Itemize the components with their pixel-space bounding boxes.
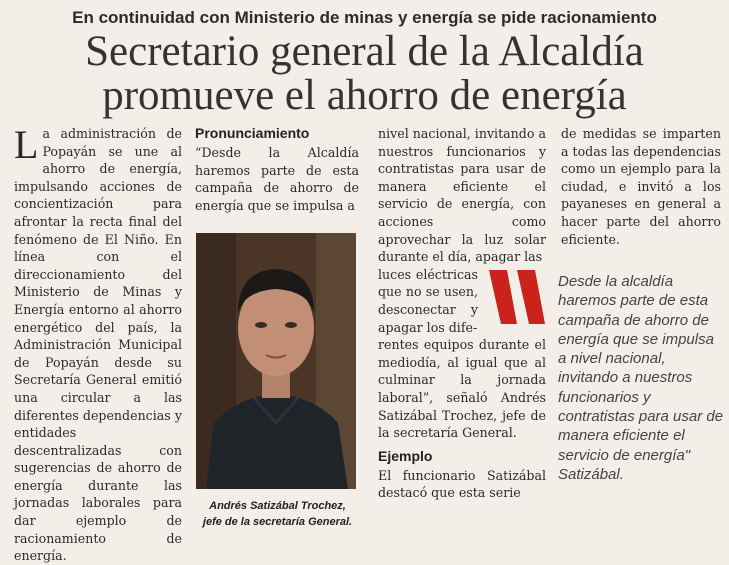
subhead-pronunciamiento: Pronunciamiento [195, 125, 310, 141]
column-3-text-narrow: luces eléctricas que no se usen, desconectar y apagar los dife- [378, 266, 478, 335]
pull-quote: Desde la alcaldía haremos parte de esta campaña de ahorro de energía que se impulsa a nivel nacional, invitando a nuestros funcionarios y contratistas para usar de manera eficiente el servicio de energía" Satizábal. [558, 273, 724, 483]
headline-line-1: Secretario general de la Alcaldía [85, 28, 644, 75]
column-2 [195, 125, 359, 214]
photo-caption [190, 498, 365, 530]
dropcap: L [14, 122, 39, 167]
column-1 [14, 122, 182, 565]
headline-line-2: promueve el ahorro de energía [102, 72, 627, 119]
headline [0, 30, 729, 118]
column-2-text: “Desde la Alcaldía haremos parte de esta campaña de ahorro de energía que se impulsa a [195, 145, 359, 213]
quote-mark-icon [487, 268, 549, 326]
portrait-illustration [196, 233, 356, 489]
photo-caption-line-2: jefe de la secretaría General. [202, 516, 353, 528]
column-3-text-bottom: rentes equipos durante el mediodía, al igual que al culminar la jornada laboral”, señaló Andrés Satizábal Trochez, jefe de la secretaría General. [378, 337, 546, 441]
photo-caption-line-1: Andrés Satizábal Trochez, [209, 500, 346, 512]
column-4 [561, 125, 721, 248]
kicker: En continuidad con Ministerio de minas y energía se pide racionamiento [72, 8, 657, 27]
column-3-text-example: El funcionario Satizábal destacó que esta serie [378, 467, 546, 501]
column-4-text: de medidas se imparten a todas las dependencias como un ejemplo para la ciudad, e invitó a los payaneses en general a hacer parte del ahorro eficiente. [561, 126, 722, 247]
subhead-ejemplo: Ejemplo [378, 447, 433, 464]
column-3-text-top: nivel nacional, invitando a nuestros funcionarios y contratistas para usar de manera eficiente el servicio de energía, con acciones como aprovechar la luz solar durante el día, apagar las [378, 126, 546, 265]
column-1-text: a administración de Popayán se une al ahorro de energía, impulsando acciones de concientización para afrontar la recta final del fenómeno de El Niño. En línea con el direccionamiento del Ministerio de Minas y Energía entorno al ahorro energético del país, la Administración Municipal de Popayán desde su Secretaría General emitió una circular a las diferentes dependencias y entidades descentralizadas con sugerencias de ahorro de energía durante las jornadas laborales para dar ejemplo de racionamiento de energía. [14, 126, 182, 564]
portrait-photo [196, 233, 356, 489]
